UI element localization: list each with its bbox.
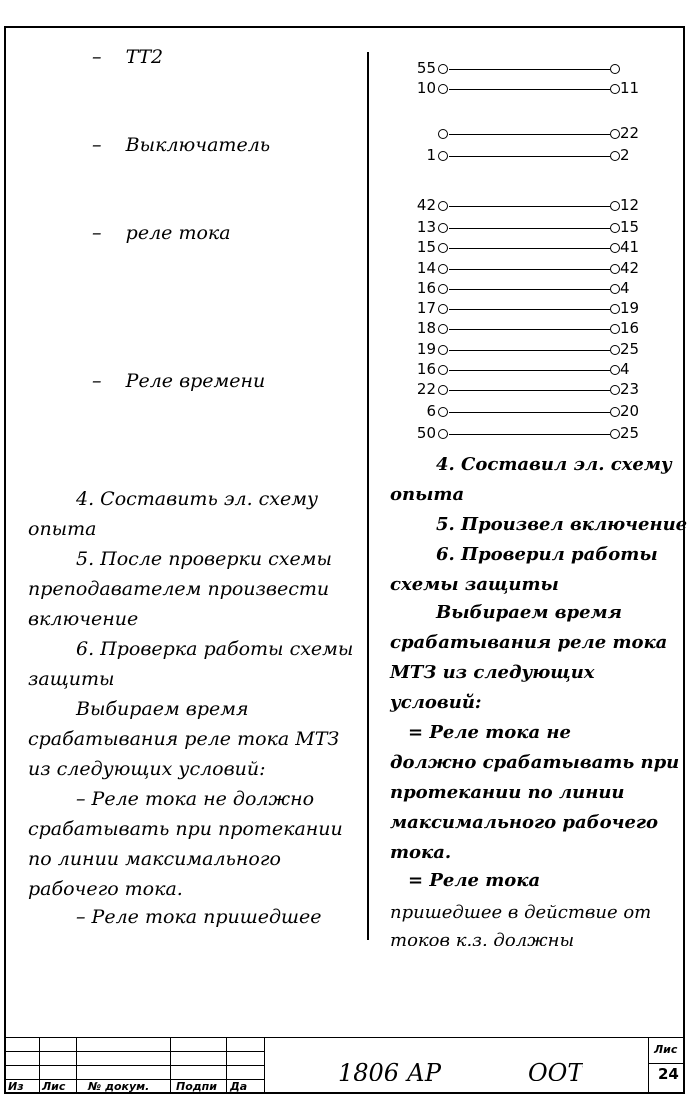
terminal-row (408, 218, 648, 238)
terminal-row (408, 360, 648, 380)
terminal-left-label: 16 (416, 360, 436, 378)
right-para-line: 5. Произвел включение (436, 514, 688, 535)
terminal-left-label: 1 (426, 146, 436, 164)
terminal-right-label: 25 (620, 424, 640, 442)
right-para-line: Выбираем время (436, 602, 622, 623)
right-para-line: 6. Проверил работы (436, 544, 658, 565)
document-suffix: ООТ (528, 1059, 584, 1081)
title-block-header: Лис (42, 1080, 66, 1093)
terminal-circle (610, 284, 620, 294)
terminal-row (408, 79, 648, 99)
terminal-circle (610, 64, 620, 74)
right-para-line-cut: токов к.з. должны (390, 930, 575, 946)
terminal-circle (438, 243, 448, 253)
sheet-number: 24 (658, 1065, 679, 1083)
right-para-line: условий: (390, 692, 482, 713)
title-block-header: Из (8, 1080, 24, 1093)
terminal-wire (449, 89, 610, 90)
dash-item-tt2: – ТТ2 (92, 46, 164, 68)
terminal-left-label: 18 (416, 319, 436, 337)
terminal-circle (610, 243, 620, 253)
left-para-line: по линии максимального (28, 848, 281, 870)
document-code: 1806 АР (338, 1059, 442, 1081)
terminal-circle (610, 365, 620, 375)
terminal-row (408, 238, 648, 258)
left-para-line: рабочего тока. (28, 878, 183, 900)
terminal-circle (438, 304, 448, 314)
right-para-line: = Реле тока (408, 870, 541, 891)
left-para-line: защиты (28, 668, 115, 690)
terminal-circle (438, 84, 448, 94)
terminal-wire (449, 69, 610, 70)
terminal-right-label: 42 (620, 259, 640, 277)
terminal-right-label: 4 (620, 279, 630, 297)
title-block-header: № докум. (88, 1080, 150, 1093)
terminal-right-label: 20 (620, 402, 640, 420)
terminal-right-label: 15 (620, 218, 640, 236)
terminal-wire (449, 390, 610, 391)
right-para-line: = Реле тока не (408, 722, 571, 743)
terminal-left-label: 19 (416, 340, 436, 358)
terminal-row (408, 340, 648, 360)
terminal-left-label: 55 (416, 59, 436, 77)
right-para-line: срабатывания реле тока (390, 632, 668, 653)
terminal-circle (610, 345, 620, 355)
right-para-line: схемы защиты (390, 574, 559, 595)
left-para-line: преподавателем произвести (28, 578, 330, 600)
terminal-circle (438, 407, 448, 417)
terminal-left-label: 13 (416, 218, 436, 236)
terminal-right-label: 16 (620, 319, 640, 337)
terminal-wire (449, 412, 610, 413)
terminal-left-label: 50 (416, 424, 436, 442)
sheet-label: Лис (654, 1043, 678, 1056)
terminal-wire (449, 269, 610, 270)
terminal-row (408, 402, 648, 422)
terminal-right-label: 19 (620, 299, 640, 317)
terminal-circle (438, 129, 448, 139)
terminal-row (408, 319, 648, 339)
terminal-right-label: 2 (620, 146, 630, 164)
terminal-circle (438, 151, 448, 161)
terminal-wire (449, 289, 610, 290)
left-para-line: опыта (28, 518, 97, 540)
terminal-circle (438, 324, 448, 334)
dash-item-switch: – Выключатель (92, 134, 271, 156)
terminal-row (408, 259, 648, 279)
terminal-row (408, 124, 648, 144)
terminal-left-label: 42 (416, 196, 436, 214)
terminal-wire (449, 329, 610, 330)
terminal-wire (449, 309, 610, 310)
terminal-circle (438, 365, 448, 375)
column-divider (367, 52, 369, 940)
right-para-line: МТЗ из следующих (390, 662, 595, 683)
title-block (4, 1037, 685, 1094)
terminal-wire (449, 248, 610, 249)
terminal-left-label: 14 (416, 259, 436, 277)
terminal-circle (610, 324, 620, 334)
terminal-circle (438, 201, 448, 211)
right-para-line: протекании по линии (390, 782, 625, 803)
terminal-left-label: 15 (416, 238, 436, 256)
dash-item-current-relay: – реле тока (92, 222, 231, 244)
terminal-circle (438, 64, 448, 74)
right-para-line: пришедшее в действие от (390, 902, 652, 923)
left-para-line: – Реле тока не должно (76, 788, 315, 810)
terminal-circle (610, 129, 620, 139)
left-para-line: срабатывания реле тока МТЗ (28, 728, 340, 750)
terminal-circle (610, 223, 620, 233)
terminal-right-label: 12 (620, 196, 640, 214)
terminal-wire (449, 350, 610, 351)
terminal-right-label: 41 (620, 238, 640, 256)
terminal-left-label: 10 (416, 79, 436, 97)
terminal-right-label: 22 (620, 124, 640, 142)
left-para-line: из следующих условий: (28, 758, 266, 780)
terminal-row (408, 299, 648, 319)
right-para-line: тока. (390, 842, 452, 863)
left-para-line: Выбираем время (76, 698, 249, 720)
terminal-wire (449, 434, 610, 435)
right-para-line: опыта (390, 484, 465, 505)
terminal-row (408, 279, 648, 299)
terminal-right-label: 4 (620, 360, 630, 378)
terminal-wire (449, 370, 610, 371)
terminal-circle (438, 345, 448, 355)
title-block-header: Да (230, 1080, 248, 1093)
terminal-circle (610, 151, 620, 161)
terminal-wire (449, 206, 610, 207)
terminal-left-label: 16 (416, 279, 436, 297)
left-para-line: 6. Проверка работы схемы (76, 638, 354, 660)
terminal-row (408, 424, 648, 444)
terminal-circle (438, 429, 448, 439)
left-para-line: – Реле тока пришедшее (76, 906, 322, 928)
terminal-circle (438, 284, 448, 294)
left-para-line: 5. После проверки схемы (76, 548, 332, 570)
terminal-circle (438, 385, 448, 395)
terminal-circle (610, 304, 620, 314)
terminal-circle (610, 264, 620, 274)
terminal-right-label: 23 (620, 380, 640, 398)
left-para-line: включение (28, 608, 139, 630)
terminal-circle (610, 201, 620, 211)
terminal-right-label: 11 (620, 79, 640, 97)
terminal-wire (449, 228, 610, 229)
dash-item-time-relay: – Реле времени (92, 370, 266, 392)
right-para-line: должно срабатывать при (390, 752, 680, 773)
terminal-circle (610, 385, 620, 395)
terminal-wire (449, 156, 610, 157)
terminal-circle (610, 84, 620, 94)
terminal-row (408, 59, 648, 79)
title-block-header: Подпи (176, 1080, 217, 1093)
terminal-circle (438, 264, 448, 274)
terminal-row (408, 196, 648, 216)
terminal-row (408, 146, 648, 166)
terminal-left-label: 22 (416, 380, 436, 398)
terminal-row (408, 380, 648, 400)
left-para-line: 4. Составить эл. схему (76, 488, 319, 510)
right-para-line: 4. Составил эл. схему (436, 454, 672, 475)
terminal-left-label: 17 (416, 299, 436, 317)
terminal-left-label: 6 (426, 402, 436, 420)
terminal-right-label: 25 (620, 340, 640, 358)
terminal-circle (438, 223, 448, 233)
terminal-circle (610, 407, 620, 417)
right-para-line: максимального рабочего (390, 812, 659, 833)
terminal-wire (449, 134, 610, 135)
left-para-line: срабатывать при протекании (28, 818, 343, 840)
terminal-circle (610, 429, 620, 439)
